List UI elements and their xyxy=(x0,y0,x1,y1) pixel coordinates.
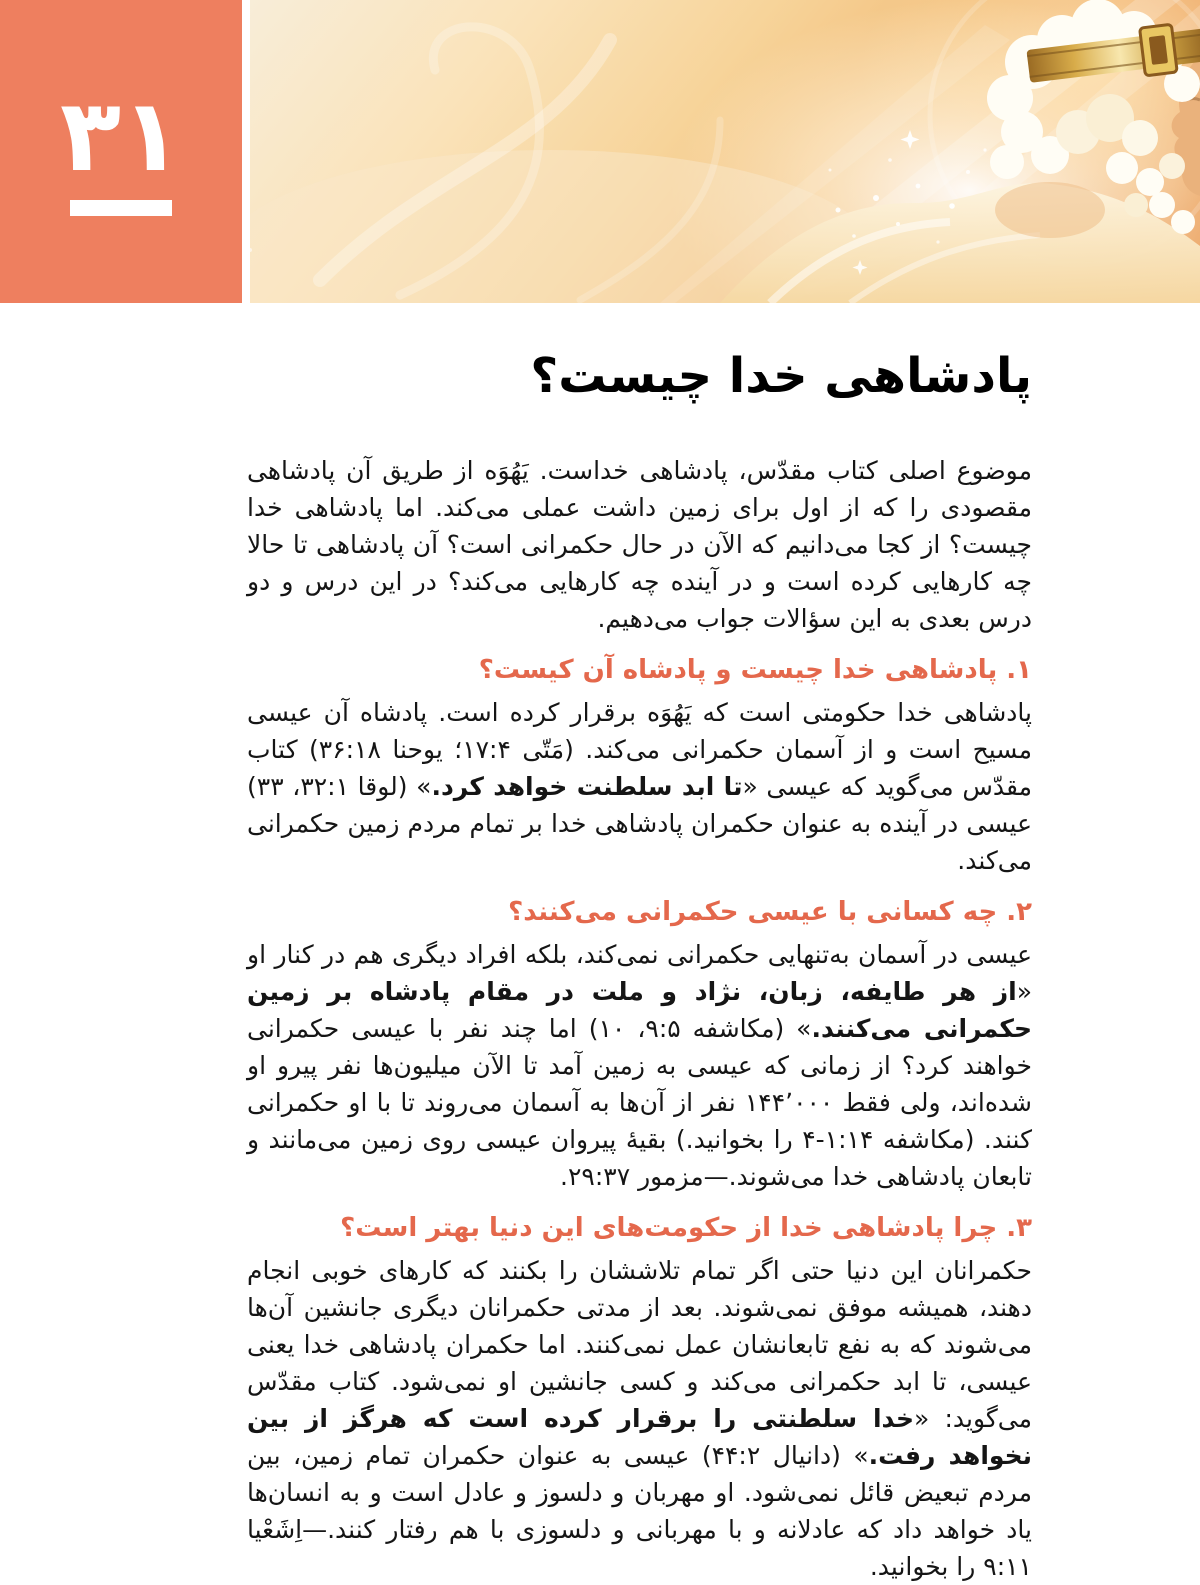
intro-paragraph: موضوع اصلی کتاب مقدّس، پادشاهی خداست. یَهُوَه از طریق آن پادشاهی مقصودی را که از اول برای زمین داشت عملی می‌کند. اما پادشاهی خدا چیست؟ از کجا می‌دانیم که الآن در حال حکمرانی است؟ آن پادشاهی تا حالا چه کارهایی کرده است و در آینده چه کارهایی می‌کند؟ در این درس و دو درس بعدی به این سؤالات جواب می‌دهیم. xyxy=(247,455,1032,633)
section-1-heading xyxy=(247,652,1032,689)
section-2-heading xyxy=(247,894,1032,931)
section-2-heading-text: چه کسانی با عیسی حکمرانی می‌کنند؟ xyxy=(508,896,998,927)
section-1-heading-text: پادشاهی خدا چیست و پادشاه آن کیست؟ xyxy=(478,654,998,685)
section-3-number: ۳. xyxy=(1006,1212,1032,1243)
lesson-number-badge xyxy=(0,0,242,303)
section-3 xyxy=(247,1210,1032,1585)
hero-image xyxy=(250,0,1200,303)
section-2 xyxy=(247,894,1032,1195)
article-title: پادشاهی خدا چیست؟ xyxy=(530,348,1032,404)
section-3-heading-text: چرا پادشاهی خدا از حکومت‌های این دنیا بهتر است؟ xyxy=(340,1212,998,1243)
section-1-number: ۱. xyxy=(1006,654,1032,685)
section-3-heading xyxy=(247,1210,1032,1247)
hero-art xyxy=(250,0,1200,303)
section-2-paragraph: عیسی در آسمان به‌تنهایی حکمرانی نمی‌کند، بلکه افراد دیگری هم در کنار او «از هر طایفه، زبان، نژاد و ملت در مقام پادشاه بر زمین حکمرانی می‌کنند.» (مکاشفه ۹:۵، ۱۰) اما چند نفر با عیسی حکمرانی خواهند کرد؟ از زمانی که عیسی به زمین آمد تا الآن میلیون‌ها نفر پیرو او شده‌اند، ولی فقط ۱۴۴٬۰۰۰ نفر از آن‌ها به آسمان می‌روند تا با او حکمرانی کنند. (مکاشفه ۱:۱۴-۴ را بخوانید.) بقیهٔ پیروان عیسی روی زمین می‌مانند و تابعان پادشاهی خدا می‌شوند.—مزمور ۲۹:۳۷. xyxy=(247,939,1033,1191)
section-2-number: ۲. xyxy=(1006,896,1032,927)
section-1 xyxy=(247,652,1032,879)
lesson-number: ۳۱ xyxy=(59,77,183,194)
section-1-paragraph: پادشاهی خدا حکومتی است که یَهُوَه برقرار کرده است. پادشاه آن عیسی مسیح است و از آسمان حکمرانی می‌کند. (مَتّی ۱۷:۴؛ یوحنا ۳۶:۱۸) کتاب مقدّس می‌گوید که عیسی «تا ابد سلطنت خواهد کرد.» (لوقا ۳۲:۱، ۳۳) عیسی در آینده به عنوان حکمران پادشاهی خدا بر تمام مردم زمین حکمرانی می‌کند. xyxy=(247,697,1032,875)
lesson-number-underline xyxy=(70,200,172,216)
article-content xyxy=(247,348,1032,1585)
section-3-paragraph: حکمرانان این دنیا حتی اگر تمام تلاششان را بکنند که کارهای خوبی انجام دهند، همیشه موفق نمی‌شوند. بعد از مدتی حکمرانان دیگری جانشین آن‌ها می‌شوند که به نفع تابعانشان عمل نمی‌کنند. اما حکمران پادشاهی خدا یعنی عیسی، تا ابد حکمرانی می‌کند و کسی جانشین او نمی‌شود. کتاب مقدّس می‌گوید: «خدا سلطنتی را برقرار کرده است که هرگز از بین نخواهد رفت.» (دانیال ۴۴:۲) عیسی به عنوان حکمران تمام زمین، بین مردم تبعیض قائل نمی‌شود. او مهربان و دلسوز و عادل است و به انسان‌ها یاد خواهد داد که عادلانه و با مهربانی و دلسوزی با هم رفتار کنند.—اِشَعْیا ۹:۱۱ را بخوانید. xyxy=(247,1255,1033,1581)
